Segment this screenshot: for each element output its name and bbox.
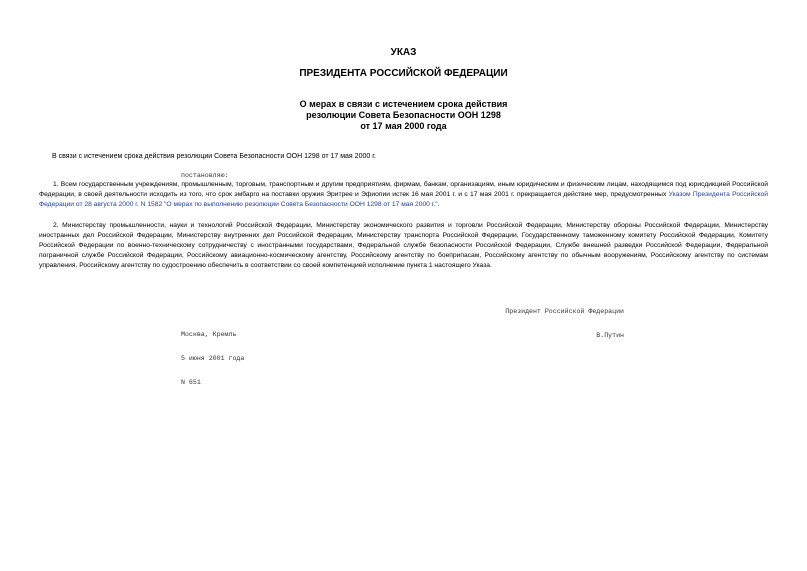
subject-line: от 17 мая 2000 года bbox=[360, 121, 447, 131]
document-issuer: ПРЕЗИДЕНТА РОССИЙСКОЙ ФЕДЕРАЦИИ bbox=[299, 68, 508, 79]
document-type-title: УКАЗ bbox=[390, 47, 417, 58]
place-date-block bbox=[181, 315, 244, 403]
decree-word: постановляю: bbox=[181, 172, 229, 179]
paragraph-2: 2. Министерству промышленности, науки и технологий Российской Федерации, Министерству экономического развития и торговли Российской Федерации, Министерству обороны Российской Федерации, Министерству иностранных дел Российской Федерации, Министерству внутренних дел Российской Федерации, Министерству транспорта Российской Федерации, Государственному таможенному комитету Российской Федерации, Комитету Российской Федерации по военно-техническому сотрудничеству с иностранными государствами, Федеральной службе безопасности Российской Федерации, Службе внешней разведки Российской Федерации, Федеральной пограничной службе Российской Федерации, Российскому авиационно-космическому агентству, Российскому агентству по боеприпасам, Российскому агентству по обычным вооружениям, Российскому агентству по системам управления, Российскому агентству по судостроению обеспечить в соответствии со своей компетенцией исполнение пункта 1 настоящего Указа. bbox=[39, 222, 768, 269]
place-location: Москва, Кремль bbox=[181, 331, 237, 338]
subject-line: О мерах в связи с истечением срока действия bbox=[299, 99, 508, 109]
paragraph-1-text: 1. Всем государственным учреждениям, промышленным, торговым, транспортным и другим предприятиям, фирмам, банкам, организациям, иным юридическим и физическим лицам, находящимся под юрисдикцией Российской Федерации, в своей деятельности исходить из того, что срок эмбарго на поставки оружия Эритрее и Эфиопии истек 16 мая 2001 г. и с 17 мая 2001 г. прекращается действие мер, предусмотренных bbox=[39, 181, 768, 198]
document-date: 5 июня 2001 года bbox=[181, 355, 245, 362]
preamble-text: В связи с истечением срока действия резолюции Совета Безопасности ООН 1298 от 17 мая 2000 г. bbox=[52, 153, 376, 160]
signature-position: Президент Российской Федерации bbox=[505, 308, 624, 315]
signature-block bbox=[500, 292, 624, 356]
paragraph-1 bbox=[39, 180, 768, 210]
referenced-decree-link[interactable]: Указом Президента Российской Федерации от 28 августа 2000 г. N 1582 "О мерах по выполнению резолюции Совета Безопасности ООН 1298 от 17 мая 2000 г." bbox=[39, 191, 769, 208]
document-number: N 651 bbox=[181, 379, 201, 386]
document-subject bbox=[0, 99, 807, 132]
signature-name: В.Путин bbox=[596, 332, 624, 339]
paragraph-1-end: . bbox=[437, 201, 440, 208]
subject-line: резолюции Совета Безопасности ООН 1298 bbox=[306, 110, 501, 120]
